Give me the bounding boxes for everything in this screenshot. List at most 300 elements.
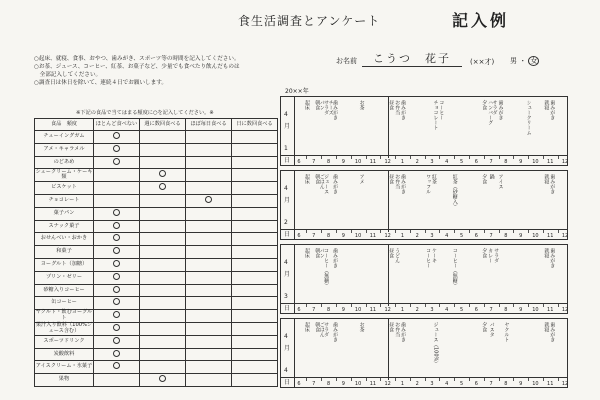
timeline-entry: 朝食 — [314, 100, 321, 110]
timeline-entry: 朝食 — [314, 322, 321, 332]
timeline-entry: 昼食 — [388, 174, 395, 184]
frequency-cell[interactable] — [140, 131, 186, 144]
half-hour-tick — [366, 156, 367, 159]
frequency-cell[interactable] — [140, 156, 186, 169]
hour-label: 8 — [326, 307, 331, 313]
timeline-entry: パン — [318, 248, 325, 258]
hour-label: 10 — [354, 307, 362, 313]
frequency-cell[interactable] — [94, 233, 140, 246]
half-hour-tick — [321, 156, 322, 159]
frequency-cell[interactable] — [232, 131, 278, 144]
half-hour-tick — [366, 378, 367, 381]
hour-label: 5 — [459, 159, 464, 165]
frequency-cell[interactable] — [232, 143, 278, 156]
circle-mark — [113, 337, 120, 344]
frequency-cell[interactable] — [186, 348, 232, 361]
timeline-entry: 歯みがき — [332, 322, 338, 342]
timeline-entry: ハンバーグ — [487, 100, 494, 125]
timeline-entry: 起床 — [303, 248, 310, 258]
half-hour-tick — [543, 304, 544, 307]
hour-label: 11 — [547, 233, 554, 239]
half-hour-tick — [454, 156, 455, 159]
half-hour-tick — [484, 378, 485, 381]
half-hour-tick — [513, 378, 514, 381]
half-hour-tick — [306, 304, 307, 307]
frequency-cell[interactable] — [186, 220, 232, 233]
half-hour-tick — [454, 378, 455, 381]
frequency-cell[interactable] — [232, 233, 278, 246]
age-value: (××才) — [470, 58, 495, 66]
hour-label: 9 — [519, 233, 523, 239]
name-value: こうつ 花子 — [362, 50, 462, 67]
frequency-cell[interactable] — [140, 310, 186, 323]
half-hour-tick — [439, 230, 440, 233]
timeline-entry: 歯みがき — [332, 174, 338, 194]
timeline-entry: コーヒー — [438, 100, 445, 120]
timeline-entry: 就寝 — [543, 248, 550, 258]
timeline-entry: アメ — [358, 174, 365, 184]
half-hour-tick — [366, 230, 367, 233]
timeline-entry: 起床 — [303, 322, 310, 332]
timeline-entry: 歯みがき — [332, 248, 338, 268]
frequency-cell[interactable] — [186, 169, 232, 182]
frequency-cell[interactable] — [140, 348, 186, 361]
hour-label: 11 — [547, 381, 554, 387]
half-hour-tick — [410, 156, 411, 159]
instruction-line: ○調査日は休日を除いて、連続４日でお願いします。 — [34, 80, 167, 86]
food-name: チューイングガム — [35, 131, 94, 144]
hour-label: 6 — [474, 159, 478, 165]
half-hour-tick — [454, 304, 455, 307]
half-hour-tick — [410, 378, 411, 381]
hour-label: 12 — [561, 159, 569, 165]
circle-mark — [113, 158, 120, 165]
hour-label: 5 — [459, 233, 464, 239]
date-day: 2 — [284, 219, 288, 226]
frequency-cell[interactable] — [232, 322, 278, 335]
frequency-cell[interactable] — [186, 156, 232, 169]
hour-label: 9 — [341, 159, 345, 165]
hour-label: 8 — [326, 233, 331, 239]
hour-label: 5 — [459, 307, 464, 313]
timeline-entry: お弁当 — [394, 322, 401, 337]
frequency-cell[interactable] — [140, 361, 186, 374]
hour-label: 7 — [489, 233, 493, 239]
half-hour-tick — [513, 156, 514, 159]
frequency-cell[interactable] — [232, 284, 278, 297]
hour-label: 1 — [400, 381, 405, 387]
frequency-cell[interactable] — [140, 207, 186, 220]
food-name: 炭酸飲料 — [35, 348, 94, 361]
frequency-cell[interactable] — [232, 207, 278, 220]
frequency-cell[interactable] — [94, 143, 140, 156]
timeline-entry: コーヒー（無糖） — [323, 248, 330, 288]
hour-label: 11 — [369, 159, 377, 165]
half-hour-tick — [425, 156, 426, 159]
hour-label: 11 — [369, 233, 377, 239]
day-panel — [280, 170, 568, 240]
timeline-entry: 就寝 — [543, 100, 550, 110]
frequency-cell[interactable] — [140, 258, 186, 271]
half-hour-tick — [395, 304, 396, 307]
frequency-cell[interactable] — [94, 271, 140, 284]
timeline-entry: 歯みがき — [549, 248, 556, 268]
date-day-unit: 日 — [284, 305, 291, 312]
frequency-cell[interactable] — [232, 271, 278, 284]
circle-mark — [113, 247, 120, 254]
frequency-cell[interactable] — [186, 284, 232, 297]
timeline-entry: ごはん — [318, 174, 325, 189]
hour-label: 8 — [326, 159, 331, 165]
frequency-cell[interactable] — [232, 361, 278, 374]
frequency-cell[interactable] — [140, 194, 186, 207]
hour-timeline — [281, 303, 567, 313]
frequency-cell[interactable] — [232, 156, 278, 169]
food-name: チョコレート — [35, 194, 94, 207]
hour-label: 11 — [547, 307, 554, 313]
timeline-entry: 昼食 — [388, 100, 395, 110]
day-panel — [280, 96, 568, 166]
date-month: 4 — [284, 333, 288, 340]
half-hour-tick — [513, 230, 514, 233]
table-row — [35, 374, 278, 387]
hour-label: 8 — [504, 307, 508, 313]
hour-label: 1 — [400, 307, 405, 313]
day-panel — [280, 318, 568, 388]
frequency-cell[interactable] — [140, 169, 186, 182]
half-hour-tick — [306, 230, 307, 233]
hour-label: 6 — [474, 233, 478, 239]
half-hour-tick — [484, 230, 485, 233]
timeline-entry: 夕食 — [481, 100, 488, 110]
circle-mark — [113, 132, 120, 139]
frequency-cell[interactable] — [140, 143, 186, 156]
survey-title: 食生活調査とアンケート — [238, 14, 381, 28]
half-hour-tick — [395, 230, 396, 233]
table-row — [35, 361, 278, 374]
timeline-entry: お茶 — [358, 100, 365, 110]
timeline-entry: 歯みがき — [399, 100, 406, 120]
hour-label: 4 — [445, 307, 449, 313]
food-name: 果物 — [35, 374, 94, 387]
frequency-cell[interactable] — [140, 335, 186, 348]
circle-mark — [113, 311, 120, 318]
hour-label: 6 — [297, 159, 301, 165]
hour-label: 8 — [504, 159, 508, 165]
half-hour-tick — [528, 230, 529, 233]
frequency-cell[interactable] — [186, 361, 232, 374]
frequency-cell[interactable] — [94, 361, 140, 374]
frequency-cell[interactable] — [232, 246, 278, 259]
hour-label: 12 — [384, 159, 391, 165]
hour-label: 6 — [474, 381, 478, 387]
timeline-entry: 歯みがき — [497, 100, 504, 120]
frequency-cell[interactable] — [232, 220, 278, 233]
frequency-cell[interactable] — [140, 297, 186, 310]
food-name: スナック菓子 — [35, 220, 94, 233]
half-hour-tick — [484, 156, 485, 159]
circle-mark — [113, 222, 120, 229]
half-hour-tick — [351, 156, 352, 159]
frequency-cell[interactable] — [94, 131, 140, 144]
header-frequency: ほとんど食べない — [94, 119, 140, 131]
frequency-cell[interactable] — [186, 131, 232, 144]
frequency-cell[interactable] — [94, 335, 140, 348]
half-hour-tick — [336, 156, 337, 159]
table-row — [35, 258, 278, 271]
circle-mark — [113, 234, 120, 241]
frequency-cell[interactable] — [94, 310, 140, 323]
date-month: 4 — [284, 259, 288, 266]
frequency-cell[interactable] — [232, 297, 278, 310]
hour-label: 7 — [489, 381, 493, 387]
timeline-entry: シュークリーム — [525, 100, 532, 135]
frequency-cell[interactable] — [186, 297, 232, 310]
timeline-entry: 歯みがき — [399, 322, 406, 342]
circle-mark — [113, 298, 120, 305]
hour-label: 10 — [532, 307, 539, 313]
timeline-entry: パスタ — [488, 322, 495, 337]
half-hour-tick — [469, 156, 470, 159]
food-frequency-table — [34, 118, 278, 387]
day-panel — [280, 244, 568, 314]
half-hour-tick — [499, 230, 500, 233]
frequency-cell[interactable] — [94, 194, 140, 207]
frequency-cell[interactable] — [94, 220, 140, 233]
hour-label: 4 — [445, 381, 449, 387]
instruction-line: ○お茶、ジュース、コーヒー、紅茶、お菓子など、少量でも食べたり飲んだものは — [34, 64, 240, 70]
circle-mark — [159, 170, 166, 177]
table-row — [35, 348, 278, 361]
hour-label: 7 — [489, 159, 493, 165]
frequency-cell[interactable] — [186, 194, 232, 207]
hour-label: 8 — [504, 233, 508, 239]
half-hour-tick — [321, 304, 322, 307]
timeline-entry: 昼食 — [388, 322, 395, 332]
frequency-cell[interactable] — [94, 156, 140, 169]
food-name: ヨーグルト（加糖） — [35, 258, 94, 271]
hour-label: 8 — [504, 381, 508, 387]
timeline-entry: 就寝 — [543, 174, 550, 184]
hour-label: 7 — [312, 381, 316, 387]
timeline-entry: コーヒー（無糖） — [451, 248, 458, 288]
hour-label: 4 — [445, 159, 449, 165]
half-hour-tick — [484, 304, 485, 307]
table-row — [35, 182, 278, 195]
timeline-entry: お弁当 — [394, 174, 401, 189]
table-row — [35, 322, 278, 335]
date-day-unit: 日 — [284, 157, 291, 164]
timeline-entry: お弁当 — [394, 100, 401, 115]
half-hour-tick — [380, 230, 381, 233]
half-hour-tick — [336, 378, 337, 381]
hour-timeline — [281, 229, 567, 239]
food-name: プリン・ゼリー — [35, 271, 94, 284]
hour-label: 2 — [415, 233, 419, 239]
food-name: ビスケット — [35, 182, 94, 195]
half-hour-tick — [469, 378, 470, 381]
timeline-entry: チーズ — [327, 100, 334, 115]
frequency-cell[interactable] — [140, 271, 186, 284]
table-row — [35, 169, 278, 182]
food-name: 和菓子 — [35, 246, 94, 259]
hour-label: 12 — [384, 381, 391, 387]
half-hour-tick — [395, 378, 396, 381]
table-row — [35, 310, 278, 323]
date-month-unit: 月 — [284, 345, 291, 352]
hour-label: 10 — [532, 159, 539, 165]
table-row — [35, 297, 278, 310]
food-table-note: ※下記の食品で当てはまる頻度に○を記入してください。※ — [76, 110, 214, 116]
frequency-cell[interactable] — [94, 169, 140, 182]
frequency-cell[interactable] — [94, 297, 140, 310]
half-hour-tick — [469, 304, 470, 307]
table-row — [35, 194, 278, 207]
table-row — [35, 246, 278, 259]
timeline-entry: ワッフル — [425, 174, 432, 194]
hour-label: 3 — [430, 233, 434, 239]
timeline-entry: ごはん — [318, 322, 325, 337]
half-hour-tick — [558, 156, 559, 159]
food-name: スポーツドリンク — [35, 335, 94, 348]
hour-label: 1 — [400, 233, 405, 239]
circle-mark — [113, 209, 120, 216]
timeline-entry: うどん — [394, 248, 401, 263]
food-name: 果汁入り飲料（100%ジュース含む） — [35, 322, 93, 334]
header-frequency: 週に数回食べる — [140, 119, 186, 131]
half-hour-tick — [321, 230, 322, 233]
frequency-cell[interactable] — [140, 233, 186, 246]
circle-mark — [113, 350, 120, 357]
timeline-entry: お茶 — [358, 322, 365, 332]
hour-label: 10 — [532, 381, 539, 387]
frequency-cell[interactable] — [186, 233, 232, 246]
frequency-cell[interactable] — [232, 182, 278, 195]
timeline-entry: コーヒー — [425, 248, 432, 268]
frequency-cell[interactable] — [94, 348, 140, 361]
hour-label: 10 — [532, 233, 539, 239]
table-row — [35, 335, 278, 348]
hour-label: 12 — [384, 307, 391, 313]
circle-mark — [113, 260, 120, 267]
frequency-cell[interactable] — [140, 220, 186, 233]
half-hour-tick — [351, 230, 352, 233]
food-name: アイスクリーム・氷菓子 — [35, 361, 94, 374]
frequency-cell[interactable] — [232, 194, 278, 207]
header-frequency: 日に数回食べる — [232, 119, 278, 131]
timeline-entry: 夕食 — [481, 248, 488, 258]
frequency-cell[interactable] — [186, 207, 232, 220]
frequency-cell[interactable] — [186, 258, 232, 271]
half-hour-tick — [336, 304, 337, 307]
hour-label: 6 — [474, 307, 478, 313]
frequency-cell[interactable] — [232, 258, 278, 271]
circle-mark — [113, 286, 120, 293]
food-name: ヤクルト・飲むヨーグルト — [35, 309, 93, 322]
half-hour-tick — [306, 156, 307, 159]
hour-label: 12 — [561, 307, 569, 313]
frequency-cell[interactable] — [186, 182, 232, 195]
hour-label: 11 — [547, 159, 554, 165]
timeline-entry: ケーキ — [431, 248, 438, 263]
name-label: お名前 — [336, 57, 357, 65]
half-hour-tick — [528, 304, 529, 307]
frequency-cell[interactable] — [140, 374, 186, 387]
frequency-cell[interactable] — [186, 246, 232, 259]
frequency-cell[interactable] — [232, 335, 278, 348]
hour-label: 9 — [519, 159, 523, 165]
table-row — [35, 143, 278, 156]
frequency-cell[interactable] — [232, 348, 278, 361]
hour-label: 12 — [561, 233, 569, 239]
hour-label: 3 — [430, 159, 434, 165]
half-hour-tick — [425, 304, 426, 307]
frequency-cell[interactable] — [140, 322, 186, 335]
header-food: 食品 頻度 — [35, 119, 94, 131]
hour-label: 5 — [459, 381, 464, 387]
half-hour-tick — [454, 230, 455, 233]
hour-label: 12 — [561, 381, 569, 387]
circle-mark — [159, 183, 166, 190]
hour-label: 9 — [341, 233, 345, 239]
example-label: 記入例 — [452, 11, 510, 30]
frequency-cell[interactable] — [186, 322, 232, 335]
frequency-cell[interactable] — [94, 374, 140, 387]
instruction-line: 全部記入してください。 — [34, 72, 102, 78]
timeline-entry: 起床 — [303, 174, 310, 184]
frequency-cell[interactable] — [94, 207, 140, 220]
hour-label: 2 — [415, 159, 419, 165]
hour-label: 7 — [312, 233, 316, 239]
frequency-cell[interactable] — [186, 374, 232, 387]
frequency-cell[interactable] — [186, 271, 232, 284]
frequency-cell[interactable] — [94, 322, 140, 335]
frequency-cell[interactable] — [140, 182, 186, 195]
hour-label: 4 — [445, 233, 449, 239]
timeline-entry: サラダ — [493, 248, 500, 263]
timeline-entry: ジュース — [323, 174, 330, 194]
frequency-cell[interactable] — [94, 258, 140, 271]
frequency-cell[interactable] — [94, 284, 140, 297]
frequency-cell[interactable] — [232, 374, 278, 387]
frequency-cell[interactable] — [94, 246, 140, 259]
frequency-cell[interactable] — [186, 143, 232, 156]
frequency-cell[interactable] — [140, 284, 186, 297]
half-hour-tick — [528, 378, 529, 381]
circle-mark — [113, 273, 120, 280]
frequency-cell[interactable] — [94, 182, 140, 195]
table-row — [35, 233, 278, 246]
frequency-cell[interactable] — [186, 310, 232, 323]
timeline-entry: 歯みがき — [549, 322, 556, 342]
timeline-entry: アイス — [497, 174, 504, 189]
date-month: 4 — [284, 185, 288, 192]
table-row — [35, 271, 278, 284]
hour-label: 7 — [312, 307, 316, 313]
frequency-cell[interactable] — [232, 310, 278, 323]
frequency-cell[interactable] — [140, 246, 186, 259]
timeline-entry: 朝食 — [314, 248, 321, 258]
hour-label: 7 — [312, 159, 316, 165]
half-hour-tick — [395, 156, 396, 159]
frequency-cell[interactable] — [186, 335, 232, 348]
timeline-entry: 歯みがき — [549, 174, 556, 194]
frequency-cell[interactable] — [232, 169, 278, 182]
food-name: 缶コーヒー — [35, 297, 94, 310]
half-hour-tick — [380, 378, 381, 381]
circle-mark — [159, 375, 166, 382]
hour-label: 9 — [341, 307, 345, 313]
